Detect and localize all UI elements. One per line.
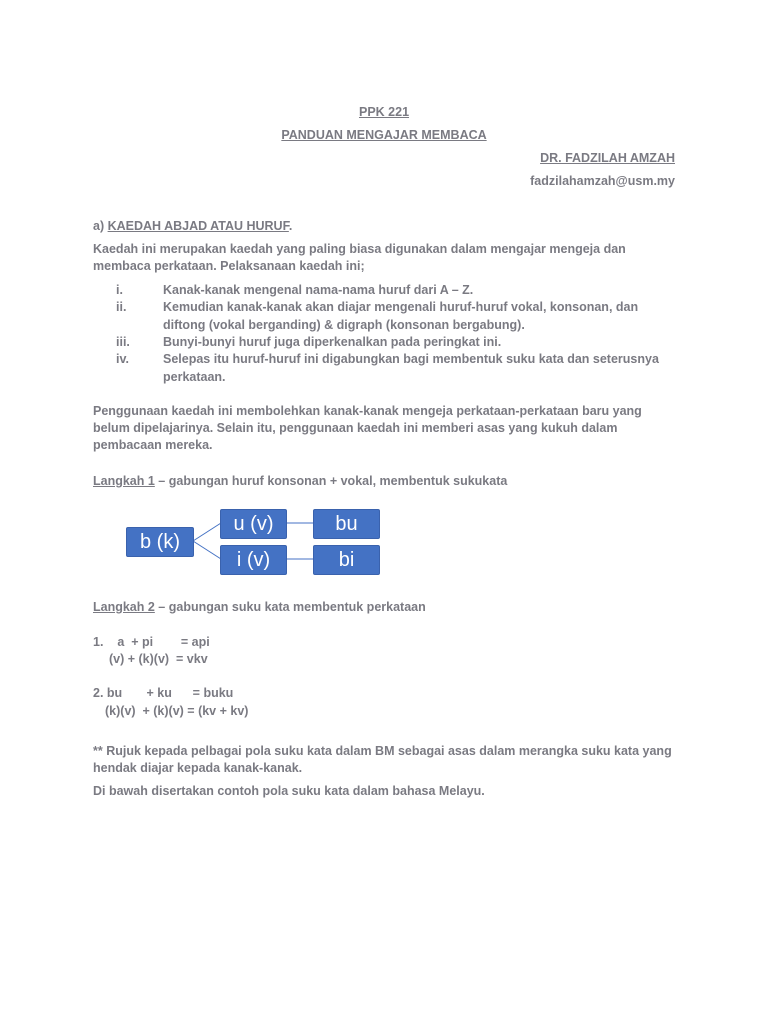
step-2-label: Langkah 2 bbox=[93, 600, 155, 614]
connector-line bbox=[193, 541, 221, 559]
example-1-line-2: (v) + (k)(v) = vkv bbox=[109, 652, 208, 666]
step-2-heading bbox=[93, 600, 426, 614]
intro-line-2: membaca perkataan. Pelaksanaan kaedah ini; bbox=[93, 259, 365, 273]
example-2-line-1: 2. bu + ku = buku bbox=[93, 686, 234, 700]
section-a-heading-text: KAEDAH ABJAD ATAU HURUF bbox=[107, 219, 289, 233]
course-code-text: PPK 221 bbox=[358, 105, 410, 119]
usage-line-1: Penggunaan kaedah ini membolehkan kanak-kanak mengeja perkataan-perkataan baru yang bbox=[93, 404, 642, 418]
document-title-text: PANDUAN MENGAJAR MEMBACA bbox=[281, 128, 487, 142]
note-line-3: Di bawah disertakan contoh pola suku kata dalam bahasa Melayu. bbox=[93, 784, 485, 798]
diagram-result-bottom-box: bi bbox=[313, 545, 380, 575]
section-a-prefix: a) bbox=[93, 219, 108, 233]
diagram-vowel-top-box: u (v) bbox=[220, 509, 287, 539]
list-number: i. bbox=[116, 283, 123, 297]
connector-line bbox=[193, 523, 221, 541]
list-number: iv. bbox=[116, 352, 129, 366]
author-email: fadzilahamzah@usm.my bbox=[530, 174, 675, 188]
note-line-2: hendak diajar kepada kanak-kanak. bbox=[93, 761, 303, 775]
diagram-root-box: b (k) bbox=[126, 527, 194, 557]
diagram-result-top-box: bu bbox=[313, 509, 380, 539]
step-1-text: – gabungan huruf konsonan + vokal, membentuk sukukata bbox=[154, 474, 508, 488]
list-item: Selepas itu huruf-huruf ini digabungkan bagi membentuk suku kata dan seterusnya perkataan. bbox=[163, 352, 659, 384]
section-a-heading-suffix: . bbox=[288, 219, 293, 233]
list-item: Bunyi-bunyi huruf juga diperkenalkan pada peringkat ini. bbox=[163, 335, 502, 349]
example-1-line-1: 1. a + pi = api bbox=[93, 635, 210, 649]
usage-line-2: belum dipelajarinya. Selain itu, penggunaan kaedah ini memberi asas yang kukuh dalam bbox=[93, 421, 618, 435]
note-line-1: ** Rujuk kepada pelbagai pola suku kata dalam BM sebagai asas dalam merangka suku kata yang bbox=[93, 744, 672, 758]
list-item: Kanak-kanak mengenal nama-nama huruf dari A – Z. bbox=[163, 283, 474, 297]
intro-line-1: Kaedah ini merupakan kaedah yang paling biasa digunakan dalam mengajar mengeja dan bbox=[93, 242, 626, 256]
usage-line-3: pembacaan mereka. bbox=[93, 438, 213, 452]
list-item: Kemudian kanak-kanak akan diajar mengenali huruf-huruf vokal, konsonan, dan diftong (vokal berganding) & digraph (konsonan bergabung). bbox=[163, 300, 639, 332]
author-name-text: DR. FADZILAH AMZAH bbox=[540, 151, 675, 165]
diagram-vowel-bottom-box: i (v) bbox=[220, 545, 287, 575]
list-number: iii. bbox=[116, 335, 130, 349]
example-2-line-2: (k)(v) + (k)(v) = (kv + kv) bbox=[105, 704, 249, 718]
step-1-label: Langkah 1 bbox=[93, 474, 155, 488]
list-number: ii. bbox=[116, 300, 127, 314]
step-2-text: – gabungan suku kata membentuk perkataan bbox=[154, 600, 426, 614]
